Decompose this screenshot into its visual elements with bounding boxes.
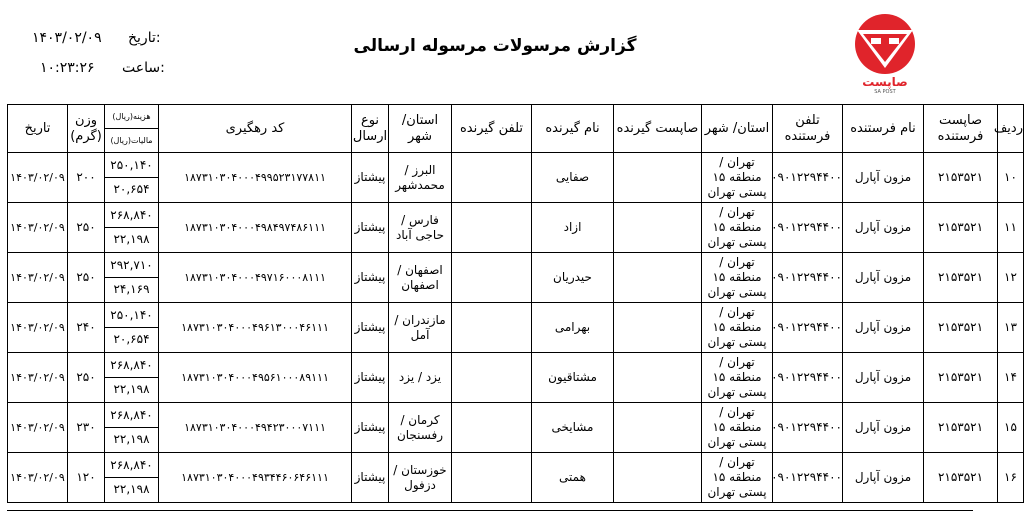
tax-value: ۲۲,۱۹۸ (113, 482, 150, 496)
table-row (8, 403, 1024, 453)
col-sender-name: نام فرستنده (843, 105, 924, 153)
col-cost-bottom: مالیات(ریال) (110, 136, 153, 145)
cell-sender-phone (773, 253, 843, 303)
report-header (0, 0, 979, 104)
cell-tracking-text: ۱۸۷۳۱۰۳۰۴۰۰۰۴۹۳۴۴۶۰۶۴۶۱۱۱ (181, 471, 329, 484)
col-cost (105, 105, 159, 153)
cell-sender-code (924, 203, 998, 253)
tax-value: ۲۰,۶۵۴ (113, 332, 150, 346)
cost-cell (105, 453, 159, 503)
table-row (8, 253, 1024, 303)
col-destination: استان/ شهر (389, 105, 452, 153)
cell-sender-code-text: ۲۱۵۳۵۲۱ (937, 170, 984, 184)
cell-date-text: ۱۴۰۳/۰۲/۰۹ (10, 171, 65, 184)
cell-date (8, 203, 68, 253)
cell-destination: کرمان / رفسنجان (389, 403, 452, 453)
cell-date-text: ۱۴۰۳/۰۲/۰۹ (10, 271, 65, 284)
cell-tracking (159, 403, 352, 453)
shipments-table (7, 104, 1024, 503)
cell-receiver-phone (452, 153, 532, 203)
tax-value: ۲۰,۶۵۴ (113, 182, 150, 196)
cell-send-type: پیشتاز (352, 203, 389, 253)
cost-cell (105, 153, 159, 203)
cell-tracking-text: ۱۸۷۳۱۰۳۰۴۰۰۰۴۹۶۱۳۰۰۰۴۶۱۱۱ (181, 321, 329, 334)
time-value: ۱۰:۲۳:۲۶ (40, 60, 95, 76)
cell-tracking-text: ۱۸۷۳۱۰۳۰۴۰۰۰۴۹۹۵۲۳۱۷۷۸۱۱ (184, 171, 326, 184)
cost-value: ۲۵۰,۱۴۰ (105, 154, 158, 178)
bottom-rule (7, 510, 973, 511)
cell-receiver-name: مشایخی (532, 403, 614, 453)
cell-receiver-code (614, 353, 702, 403)
cell-date (8, 153, 68, 203)
cost-cell (105, 203, 159, 253)
cell-destination: خوزستان / دزفول (389, 453, 452, 503)
cost-cell (105, 303, 159, 353)
cell-weight: ۲۰۰ (68, 153, 105, 203)
cell-destination: اصفهان / اصفهان (389, 253, 452, 303)
cell-send-type: پیشتاز (352, 303, 389, 353)
cell-receiver-code (614, 153, 702, 203)
cell-destination: فارس / حاجی آباد (389, 203, 452, 253)
cell-sender-name: مزون آپارل (843, 353, 924, 403)
cell-weight: ۲۳۰ (68, 403, 105, 453)
cell-sender-code (924, 353, 998, 403)
cell-origin: تهران / منطقه ۱۵ پستی تهران (702, 153, 773, 203)
table-row (8, 453, 1024, 503)
col-sender-code: صاپست فرستنده (924, 105, 998, 153)
cell-tracking (159, 303, 352, 353)
col-weight: وزن (گرم) (68, 105, 105, 153)
col-date: تاریخ (8, 105, 68, 153)
col-receiver-code: صاپست گیرنده (614, 105, 702, 153)
cell-sender-code (924, 403, 998, 453)
cell-sender-phone (773, 203, 843, 253)
col-receiver-name: نام گیرنده (532, 105, 614, 153)
cell-sender-name: مزون آپارل (843, 203, 924, 253)
cell-receiver-name: صفایی (532, 153, 614, 203)
cell-date (8, 303, 68, 353)
cost-cell (105, 253, 159, 303)
cell-weight: ۲۵۰ (68, 253, 105, 303)
cell-tracking (159, 353, 352, 403)
cost-value: ۲۶۸,۸۴۰ (105, 454, 158, 478)
cell-tracking (159, 153, 352, 203)
tax-value: ۲۲,۱۹۸ (113, 432, 150, 446)
date-value: ۱۴۰۳/۰۲/۰۹ (32, 30, 102, 46)
cost-value: ۲۹۲,۷۱۰ (105, 254, 158, 278)
cell-receiver-code (614, 253, 702, 303)
cell-weight: ۲۴۰ (68, 303, 105, 353)
time-label: ساعت: (122, 60, 165, 76)
cost-cell (105, 403, 159, 453)
table-row (8, 303, 1024, 353)
cell-row: ۱۳ (998, 303, 1024, 353)
col-origin: استان/ شهر (702, 105, 773, 153)
cell-receiver-name: همتی (532, 453, 614, 503)
cell-sender-phone (773, 353, 843, 403)
col-cost-top: هزینه(ریال) (105, 105, 158, 129)
cell-sender-name: مزون آپارل (843, 153, 924, 203)
cell-sender-phone (773, 403, 843, 453)
col-send-type: نوع ارسال (352, 105, 389, 153)
cell-date-text: ۱۴۰۳/۰۲/۰۹ (10, 221, 65, 234)
cell-sender-code-text: ۲۱۵۳۵۲۱ (937, 320, 984, 334)
cell-receiver-code (614, 453, 702, 503)
cell-date-text: ۱۴۰۳/۰۲/۰۹ (10, 421, 65, 434)
cell-sender-code-text: ۲۱۵۳۵۲۱ (937, 420, 984, 434)
cell-send-type: پیشتاز (352, 153, 389, 203)
sapost-logo (849, 10, 921, 96)
logo-subtext: SA POST (874, 89, 896, 95)
cell-row: ۱۰ (998, 153, 1024, 203)
cell-sender-phone-text: ۰۹۰۱۲۲۹۴۴۰۰ (771, 320, 842, 334)
cell-tracking-text: ۱۸۷۳۱۰۳۰۴۰۰۰۴۹۷۱۶۰۰۰۸۱۱۱ (184, 271, 326, 284)
cell-receiver-name: حیدریان (532, 253, 614, 303)
col-sender-phone: تلفن فرستنده (773, 105, 843, 153)
cell-tracking-text: ۱۸۷۳۱۰۳۰۴۰۰۰۴۹۴۲۳۰۰۰۷۱۱۱ (184, 421, 326, 434)
cell-row: ۱۲ (998, 253, 1024, 303)
cell-receiver-phone (452, 353, 532, 403)
col-row: ردیف (998, 105, 1024, 153)
table-row (8, 153, 1024, 203)
cell-tracking (159, 253, 352, 303)
cell-origin: تهران / منطقه ۱۵ پستی تهران (702, 303, 773, 353)
cell-origin: تهران / منطقه ۱۵ پستی تهران (702, 353, 773, 403)
cell-sender-phone-text: ۰۹۰۱۲۲۹۴۴۰۰ (771, 220, 842, 234)
col-tracking: کد رهگیری (159, 105, 352, 153)
col-receiver-phone: تلفن گیرنده (452, 105, 532, 153)
cell-date (8, 253, 68, 303)
cell-receiver-name: بهرامی (532, 303, 614, 353)
cell-sender-code (924, 453, 998, 503)
cell-receiver-phone (452, 253, 532, 303)
cell-row: ۱۶ (998, 453, 1024, 503)
cell-weight: ۱۲۰ (68, 453, 105, 503)
cost-value: ۲۶۸,۸۴۰ (105, 204, 158, 228)
cell-tracking-text: ۱۸۷۳۱۰۳۰۴۰۰۰۴۹۸۴۹۷۴۸۶۱۱۱ (184, 221, 326, 234)
cell-sender-name: مزون آپارل (843, 453, 924, 503)
cell-date-text: ۱۴۰۳/۰۲/۰۹ (10, 371, 65, 384)
cell-sender-code-text: ۲۱۵۳۵۲۱ (937, 470, 984, 484)
table-header-row (8, 105, 1024, 153)
cell-destination: یزد / یزد (389, 353, 452, 403)
cell-date-text: ۱۴۰۳/۰۲/۰۹ (10, 471, 65, 484)
cell-sender-phone-text: ۰۹۰۱۲۲۹۴۴۰۰ (771, 420, 842, 434)
cell-date-text: ۱۴۰۳/۰۲/۰۹ (10, 321, 65, 334)
cell-sender-phone (773, 153, 843, 203)
cell-send-type: پیشتاز (352, 353, 389, 403)
cell-weight: ۲۵۰ (68, 203, 105, 253)
cost-value: ۲۵۰,۱۴۰ (105, 304, 158, 328)
cell-origin: تهران / منطقه ۱۵ پستی تهران (702, 453, 773, 503)
cell-receiver-name: مشتاقیون (532, 353, 614, 403)
tax-value: ۲۴,۱۶۹ (113, 282, 150, 296)
page-title: گزارش مرسولات مرسوله ارسالی (353, 36, 637, 56)
tax-value: ۲۲,۱۹۸ (113, 232, 150, 246)
cell-sender-phone-text: ۰۹۰۱۲۲۹۴۴۰۰ (771, 270, 842, 284)
cell-send-type: پیشتاز (352, 253, 389, 303)
cost-value: ۲۶۸,۸۴۰ (105, 404, 158, 428)
cell-sender-code (924, 253, 998, 303)
cell-sender-name: مزون آپارل (843, 303, 924, 353)
cell-sender-phone (773, 453, 843, 503)
cell-date (8, 403, 68, 453)
cell-sender-code-text: ۲۱۵۳۵۲۱ (937, 220, 984, 234)
cell-sender-name: مزون آپارل (843, 253, 924, 303)
cell-sender-name: مزون آپارل (843, 403, 924, 453)
cell-tracking (159, 203, 352, 253)
cell-sender-code (924, 303, 998, 353)
cell-tracking-text: ۱۸۷۳۱۰۳۰۴۰۰۰۴۹۵۶۱۰۰۰۸۹۱۱۱ (181, 371, 329, 384)
cell-receiver-phone (452, 403, 532, 453)
cell-row: ۱۴ (998, 353, 1024, 403)
cell-sender-phone-text: ۰۹۰۱۲۲۹۴۴۰۰ (771, 470, 842, 484)
cell-date (8, 353, 68, 403)
cell-origin: تهران / منطقه ۱۵ پستی تهران (702, 253, 773, 303)
cell-origin: تهران / منطقه ۱۵ پستی تهران (702, 403, 773, 453)
cell-receiver-phone (452, 453, 532, 503)
cell-sender-phone-text: ۰۹۰۱۲۲۹۴۴۰۰ (771, 170, 842, 184)
cell-receiver-code (614, 403, 702, 453)
cell-row: ۱۱ (998, 203, 1024, 253)
date-label: تاریخ: (128, 30, 161, 46)
cell-sender-code-text: ۲۱۵۳۵۲۱ (937, 270, 984, 284)
cell-receiver-phone (452, 303, 532, 353)
cell-weight: ۲۵۰ (68, 353, 105, 403)
cell-receiver-code (614, 303, 702, 353)
logo-text: صاپست (862, 75, 908, 89)
cell-destination: البرز / محمدشهر (389, 153, 452, 203)
cell-send-type: پیشتاز (352, 453, 389, 503)
cell-sender-code-text: ۲۱۵۳۵۲۱ (937, 370, 984, 384)
cell-destination: مازندران / آمل (389, 303, 452, 353)
cell-send-type: پیشتاز (352, 403, 389, 453)
cell-sender-phone-text: ۰۹۰۱۲۲۹۴۴۰۰ (771, 370, 842, 384)
tax-value: ۲۲,۱۹۸ (113, 382, 150, 396)
cell-sender-code (924, 153, 998, 203)
cell-tracking (159, 453, 352, 503)
cost-cell (105, 353, 159, 403)
table-row (8, 353, 1024, 403)
cell-date (8, 453, 68, 503)
cell-origin: تهران / منطقه ۱۵ پستی تهران (702, 203, 773, 253)
cell-row: ۱۵ (998, 403, 1024, 453)
cell-receiver-phone (452, 203, 532, 253)
cost-value: ۲۶۸,۸۴۰ (105, 354, 158, 378)
cell-receiver-code (614, 203, 702, 253)
cell-receiver-name: ازاد (532, 203, 614, 253)
cell-sender-phone (773, 303, 843, 353)
table-row (8, 203, 1024, 253)
